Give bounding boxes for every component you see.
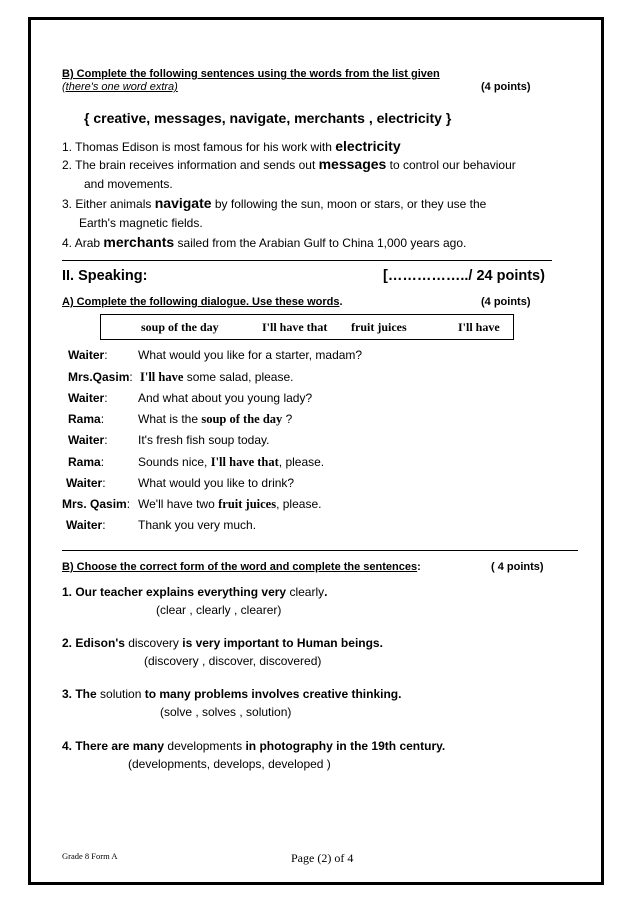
- sentence-3-continued: Earth's magnetic fields.: [79, 216, 203, 230]
- speaker-separator: :: [100, 412, 105, 426]
- dialogue-line: [138, 348, 362, 362]
- speaker-separator: :: [104, 433, 108, 447]
- dialogue-speaker: [68, 455, 104, 469]
- word-choices: (clear , clearly , clearer): [156, 603, 282, 617]
- sentence-2: [62, 156, 516, 172]
- dialogue-speaker: [68, 348, 108, 362]
- sentence-text-after: by following the sun, moon or stars, or they use the: [211, 197, 487, 211]
- answer-word: merchants: [103, 234, 175, 250]
- word-choices: (solve , solves , solution): [160, 705, 292, 719]
- sentence-text: Thomas Edison is most famous for his work with: [75, 140, 336, 154]
- word-option: I'll have: [458, 320, 500, 334]
- choose-sentence: [62, 636, 383, 650]
- section-b2-heading: [62, 561, 421, 573]
- speaker-name: Waiter: [66, 476, 103, 490]
- speaker-name: Mrs. Qasim: [62, 497, 127, 511]
- dialogue-text: Sounds nice,: [138, 455, 211, 469]
- section-b1-heading: B) Complete the following sentences using the words from the list given: [62, 68, 440, 80]
- word-choices: (developments, develops, developed ): [128, 757, 331, 771]
- dialogue-answer: I'll have that: [210, 455, 279, 469]
- speaker-name: Rama: [68, 412, 101, 426]
- choose-sentence: [62, 687, 401, 701]
- dialogue-answer: fruit juices: [218, 497, 277, 511]
- section-b2-points: ( 4 points): [491, 561, 544, 573]
- section-b2-heading-end: :: [417, 561, 421, 573]
- word-list: { creative, messages, navigate, merchants , electricity }: [84, 110, 452, 126]
- dialogue-text: What would you like to drink?: [138, 476, 295, 490]
- sentence-text: to many problems involves creative thinking.: [141, 687, 402, 701]
- dialogue-line: [138, 412, 292, 427]
- sentence-text: Either animals: [75, 197, 155, 211]
- sentence-text: is very important to Human beings.: [178, 636, 383, 650]
- divider: [62, 550, 578, 551]
- sentence-2-continued: and movements.: [84, 177, 173, 191]
- answer-word: clearly: [289, 585, 325, 599]
- dialogue-line: [138, 518, 256, 532]
- answer-word: messages: [318, 156, 387, 172]
- word-option: I'll have that: [262, 320, 328, 334]
- sentence-text: 3. The: [62, 687, 101, 701]
- answer-word: navigate: [154, 195, 212, 211]
- answer-word: solution: [100, 687, 142, 701]
- dialogue-line: [138, 433, 269, 447]
- dialogue-text: It's fresh fish soup today.: [138, 433, 270, 447]
- sentence-4: [62, 234, 466, 250]
- dialogue-line: [138, 476, 294, 490]
- dialogue-answer: soup of the day: [201, 412, 283, 426]
- sentence-text: 4. There are many: [62, 739, 168, 753]
- section-b2-heading-text: B) Choose the correct form of the word and complete the sentences: [62, 561, 418, 573]
- dialogue-speaker: [66, 476, 106, 490]
- dialogue-text: We'll have two: [138, 497, 219, 511]
- sentence-text: in photography in the 19th century.: [242, 739, 446, 753]
- dialogue-speaker: [66, 518, 106, 532]
- speaker-name: Waiter: [68, 391, 105, 405]
- dialogue-answer: I'll have: [140, 370, 184, 384]
- dialogue-line: [140, 370, 293, 385]
- sentence-1: [62, 138, 401, 154]
- speaker-name: Waiter: [68, 348, 105, 362]
- answer-word: discovery: [128, 636, 179, 650]
- dialogue-speaker: [68, 433, 108, 447]
- footer-form: Grade 8 Form A: [62, 851, 118, 861]
- sentence-number: 2.: [62, 158, 73, 172]
- dialogue-line: [138, 455, 324, 470]
- sentence-text: The brain receives information and sends out: [75, 158, 319, 172]
- section-a-points: (4 points): [481, 296, 531, 308]
- speaker-separator: :: [102, 518, 106, 532]
- sentence-text: 2. Edison's: [62, 636, 129, 650]
- answer-word: electricity: [335, 138, 401, 154]
- divider: [62, 260, 552, 261]
- speaking-points: [……………../ 24 points): [383, 268, 545, 284]
- choose-sentence: [62, 585, 327, 599]
- speaker-separator: :: [129, 370, 133, 384]
- sentence-number: 4.: [62, 236, 73, 250]
- sentence-3: [62, 195, 486, 211]
- dialogue-speaker: [68, 370, 133, 384]
- sentence-text-after: sailed from the Arabian Gulf to China 1,000 years ago.: [174, 236, 467, 250]
- speaker-separator: :: [126, 497, 131, 511]
- word-option: fruit juices: [351, 320, 407, 334]
- speaker-name: Mrs.Qasim: [68, 370, 130, 384]
- section-a-heading-end: .: [339, 296, 343, 308]
- sentence-text: Arab: [74, 236, 104, 250]
- dialogue-speaker: [62, 497, 130, 511]
- answer-word: developments: [167, 739, 243, 753]
- dialogue-speaker: [68, 412, 104, 426]
- sentence-text: .: [324, 585, 328, 599]
- choose-sentence: [62, 739, 445, 753]
- speaker-name: Waiter: [68, 433, 105, 447]
- footer-page-number: Page (2) of 4: [291, 851, 354, 865]
- dialogue-speaker: [68, 391, 108, 405]
- dialogue-text: And what about you young lady?: [138, 391, 313, 405]
- speaker-separator: :: [104, 391, 108, 405]
- speaker-separator: :: [102, 476, 106, 490]
- section-b1-points: (4 points): [481, 81, 531, 93]
- word-option: soup of the day: [141, 320, 219, 334]
- sentence-number: 1.: [62, 140, 73, 154]
- dialogue-text: , please.: [278, 455, 325, 469]
- speaker-name: Waiter: [66, 518, 103, 532]
- dialogue-text: What is the: [138, 412, 202, 426]
- dialogue-text: , please.: [276, 497, 322, 511]
- speaker-separator: :: [104, 348, 108, 362]
- speaker-separator: :: [100, 455, 105, 469]
- sentence-text-after: to control our behaviour: [386, 158, 516, 172]
- dialogue-text: ?: [282, 412, 293, 426]
- dialogue-text: What would you like for a starter, madam?: [138, 348, 363, 362]
- dialogue-line: [138, 391, 312, 405]
- speaking-title: II. Speaking:: [62, 268, 148, 284]
- sentence-text: 1. Our teacher explains everything very: [62, 585, 290, 599]
- word-box: [100, 314, 514, 340]
- dialogue-text: some salad, please.: [183, 370, 294, 384]
- word-choices: (discovery , discover, discovered): [144, 654, 322, 668]
- section-a-heading-text: A) Complete the following dialogue. Use these words: [62, 296, 340, 308]
- sentence-number: 3.: [62, 197, 73, 211]
- dialogue-text: Thank you very much.: [138, 518, 257, 532]
- speaker-name: Rama: [68, 455, 101, 469]
- dialogue-line: [138, 497, 321, 512]
- section-b1-note: (there's one word extra): [62, 81, 178, 93]
- section-a-heading: [62, 296, 343, 308]
